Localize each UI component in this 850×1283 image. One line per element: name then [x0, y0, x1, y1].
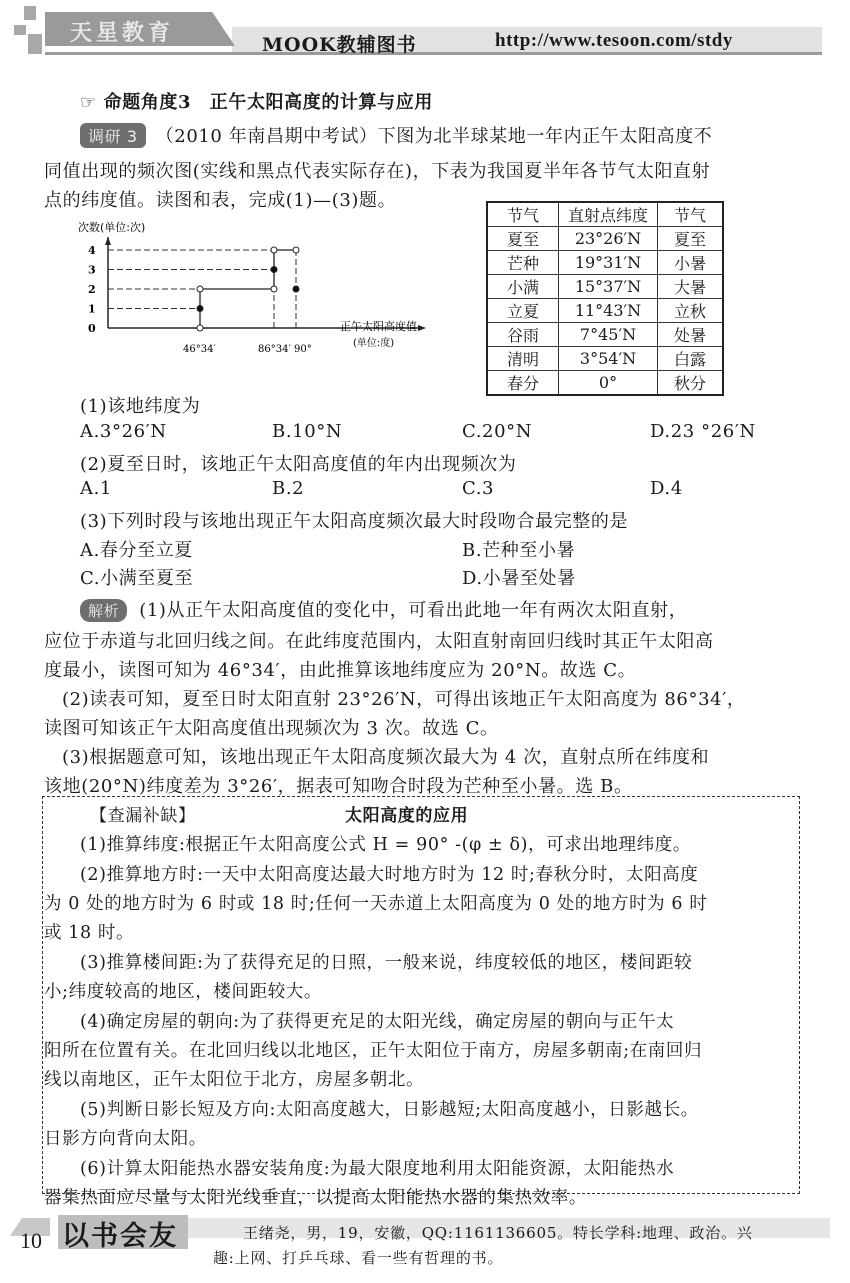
option[interactable]: A.3°26′N: [80, 421, 167, 442]
option[interactable]: B.2: [272, 478, 305, 499]
header-rule: [45, 52, 822, 55]
analysis-line: 度最小，读图可知为 46°34′，由此推算该地纬度应为 20°N。故选 C。: [44, 660, 637, 681]
supplement-line: 为 0 处的地方时为 6 时或 18 时;任何一天赤道上太阳高度为 0 处的地方时为 6 时: [44, 894, 708, 914]
page-number: 10: [20, 1228, 42, 1253]
supplement-line: (3)推算楼间距:为了获得充足的日照，一般来说，纬度较低的地区，楼间距较: [80, 953, 693, 973]
open-point: [271, 286, 277, 292]
table-row: [487, 371, 723, 396]
table-row: [487, 251, 723, 275]
table-cell: 23°26′N: [559, 227, 658, 251]
question-tag: 调研 3: [80, 123, 146, 148]
table-cell: 7°45′N: [559, 323, 658, 347]
supplement-line: 阳所在位置有关。在北回归线以北地区，正午太阳位于南方，房屋多朝南;在南回归: [44, 1041, 703, 1061]
pointing-hand-icon: ☞: [80, 92, 97, 113]
section-title: [80, 88, 433, 114]
header-decor-square: [28, 34, 42, 54]
y-axis-arrow: [105, 237, 111, 245]
table-cell: 15°37′N: [559, 275, 658, 299]
question-intro-line: [80, 122, 712, 148]
table-header: 节气: [487, 202, 559, 227]
table-cell: 夏至: [658, 227, 724, 251]
analysis-text: (1)从正午太阳高度值的变化中，可看出此地一年有两次太阳直射，: [139, 600, 688, 621]
supplement-line: (6)计算太阳能热水器安装角度:为最大限度地利用太阳能资源，太阳能热水: [80, 1159, 675, 1179]
table-cell: 小暑: [658, 251, 724, 275]
table-header: 节气: [658, 202, 724, 227]
series-title: MOOK教辅图书: [262, 34, 417, 56]
solar-terms-table: [486, 201, 724, 396]
supplement-line: (2)推算地方时:一天中太阳高度达最大时地方时为 12 时;春秋分时，太阳高度: [80, 865, 699, 885]
table-cell: 夏至: [487, 227, 559, 251]
supplement-line: 线以南地区，正午太阳位于北方，房屋多朝北。: [44, 1070, 425, 1090]
option[interactable]: A.1: [80, 478, 112, 499]
footer-column-title: 以书会友: [62, 1221, 178, 1252]
filled-point: [197, 306, 203, 312]
table-header: 直射点纬度: [559, 202, 658, 227]
analysis-line: 应位于赤道与北回归线之间。在此纬度范围内，太阳直射南回归线时其正午太阳高: [44, 631, 714, 652]
open-point: [197, 286, 203, 292]
analysis-line: (2)读表可知，夏至日时太阳直射 23°26′N，可得出该地正午太阳高度为 86°34′，: [62, 689, 746, 710]
y-tick-label: 1: [88, 302, 96, 316]
table-row: [487, 227, 723, 251]
option[interactable]: D.4: [650, 478, 683, 499]
table-cell: 秋分: [658, 371, 724, 396]
supplement-line: (5)判断日影长短及方向:太阳高度越大，日影越短;太阳高度越小，日影越长。: [80, 1100, 699, 1120]
sub-question-stem: (2)夏至日时，该地正午太阳高度值的年内出现频次为: [80, 454, 517, 475]
supplement-line: (1)推算纬度:根据正午太阳高度公式 H = 90° -(φ ± δ)，可求出地理纬度。: [80, 835, 691, 855]
table-row: [487, 299, 723, 323]
open-point: [271, 247, 277, 253]
table-cell: 春分: [487, 371, 559, 396]
table-cell: 处暑: [658, 323, 724, 347]
header-decor-square: [24, 6, 36, 20]
supplement-title: 太阳高度的应用: [345, 806, 469, 826]
table-row: [487, 275, 723, 299]
sub-question-stem: (1)该地纬度为: [80, 396, 201, 417]
supplement-line: 器集热面应尽量与太阳光线垂直，以提高太阳能热水器的集热效率。: [44, 1188, 587, 1208]
filled-point: [271, 267, 277, 273]
section-title-text: 命题角度3 正午太阳高度的计算与应用: [103, 92, 433, 113]
y-tick-label: 4: [88, 244, 96, 257]
supplement-line: 日影方向背向太阳。: [44, 1129, 207, 1149]
y-tick-label: 0: [88, 322, 96, 335]
table-cell: 白露: [658, 347, 724, 371]
table-cell: 谷雨: [487, 323, 559, 347]
option[interactable]: C.3: [462, 478, 495, 499]
filled-point: [293, 286, 299, 292]
question-intro-line: 点的纬度值。读图和表，完成(1)—(3)题。: [44, 190, 397, 211]
table-cell: 19°31′N: [559, 251, 658, 275]
x-tick-label: 90°: [294, 344, 312, 355]
table-cell: 11°43′N: [559, 299, 658, 323]
x-axis-label: 正午太阳高度值: [340, 320, 417, 333]
table-cell: 清明: [487, 347, 559, 371]
table-header-row: [487, 202, 723, 227]
table-cell: 3°54′N: [559, 347, 658, 371]
y-tick-label: 3: [88, 263, 96, 277]
analysis-line: 该地(20°N)纬度差为 3°26′，据表可知吻合时段为芒种至小暑。选 B。: [44, 776, 633, 797]
table-cell: 0°: [559, 371, 658, 396]
y-axis-label: 次数(单位:次): [78, 221, 146, 234]
table-cell: 芒种: [487, 251, 559, 275]
supplement-line: 小;纬度较高的地区，楼间距较大。: [44, 982, 322, 1002]
supplement-label: 【查漏补缺】: [90, 806, 196, 826]
header-decor-square: [14, 25, 26, 35]
table-cell: 大暑: [658, 275, 724, 299]
analysis-line: 读图可知该正午太阳高度值出现频次为 3 次。故选 C。: [44, 718, 499, 739]
x-axis-arrow: [418, 325, 426, 331]
table-cell: 立秋: [658, 299, 724, 323]
supplement-line: (4)确定房屋的朝向:为了获得更充足的太阳光线，确定房屋的朝向与正午太: [80, 1012, 675, 1032]
table-row: [487, 347, 723, 371]
supplement-line: 或 18 时。: [44, 923, 135, 943]
option[interactable]: A.春分至立夏: [80, 540, 193, 561]
header-url[interactable]: http://www.tesoon.com/stdy: [495, 30, 733, 51]
footer-text: 王绪尧，男，19，安徽，QQ:1161136605。特长学科:地理、政治。兴: [243, 1224, 753, 1242]
x-tick-label: 86°34′: [258, 344, 291, 355]
option[interactable]: B.芒种至小暑: [462, 540, 576, 561]
table-row: [487, 323, 723, 347]
analysis-line: [80, 596, 687, 622]
option[interactable]: B.10°N: [272, 421, 343, 442]
x-tick-label: 46°34′: [183, 344, 216, 355]
option[interactable]: D.小暑至处暑: [462, 568, 576, 589]
open-point: [197, 325, 203, 331]
sub-question-stem: (3)下列时段与该地出现正午太阳高度频次最大时段吻合最完整的是: [80, 511, 629, 532]
analysis-line: (3)根据题意可知，该地出现正午太阳高度频次最大为 4 次，直射点所在纬度和: [62, 747, 710, 768]
x-axis-unit: (单位:度): [353, 338, 395, 349]
table-cell: 小满: [487, 275, 559, 299]
intro-text: （2010 年南昌期中考试）下图为北半球某地一年内正午太阳高度不: [155, 126, 713, 147]
analysis-tag: 解析: [80, 599, 127, 622]
option[interactable]: C.20°N: [462, 421, 533, 442]
y-tick-label: 2: [88, 283, 96, 296]
frequency-chart: [70, 215, 470, 360]
option[interactable]: C.小满至夏至: [80, 568, 194, 589]
question-intro-line: 同值出现的频次图(实线和黑点代表实际存在)，下表为我国夏半年各节气太阳直射: [44, 161, 711, 182]
open-point: [293, 247, 299, 253]
brand-logo: 天星教育: [70, 21, 175, 46]
option[interactable]: D.23 °26′N: [650, 421, 756, 442]
table-cell: 立夏: [487, 299, 559, 323]
footer-text: 趣:上网、打乒乓球、看一些有哲理的书。: [213, 1249, 504, 1267]
